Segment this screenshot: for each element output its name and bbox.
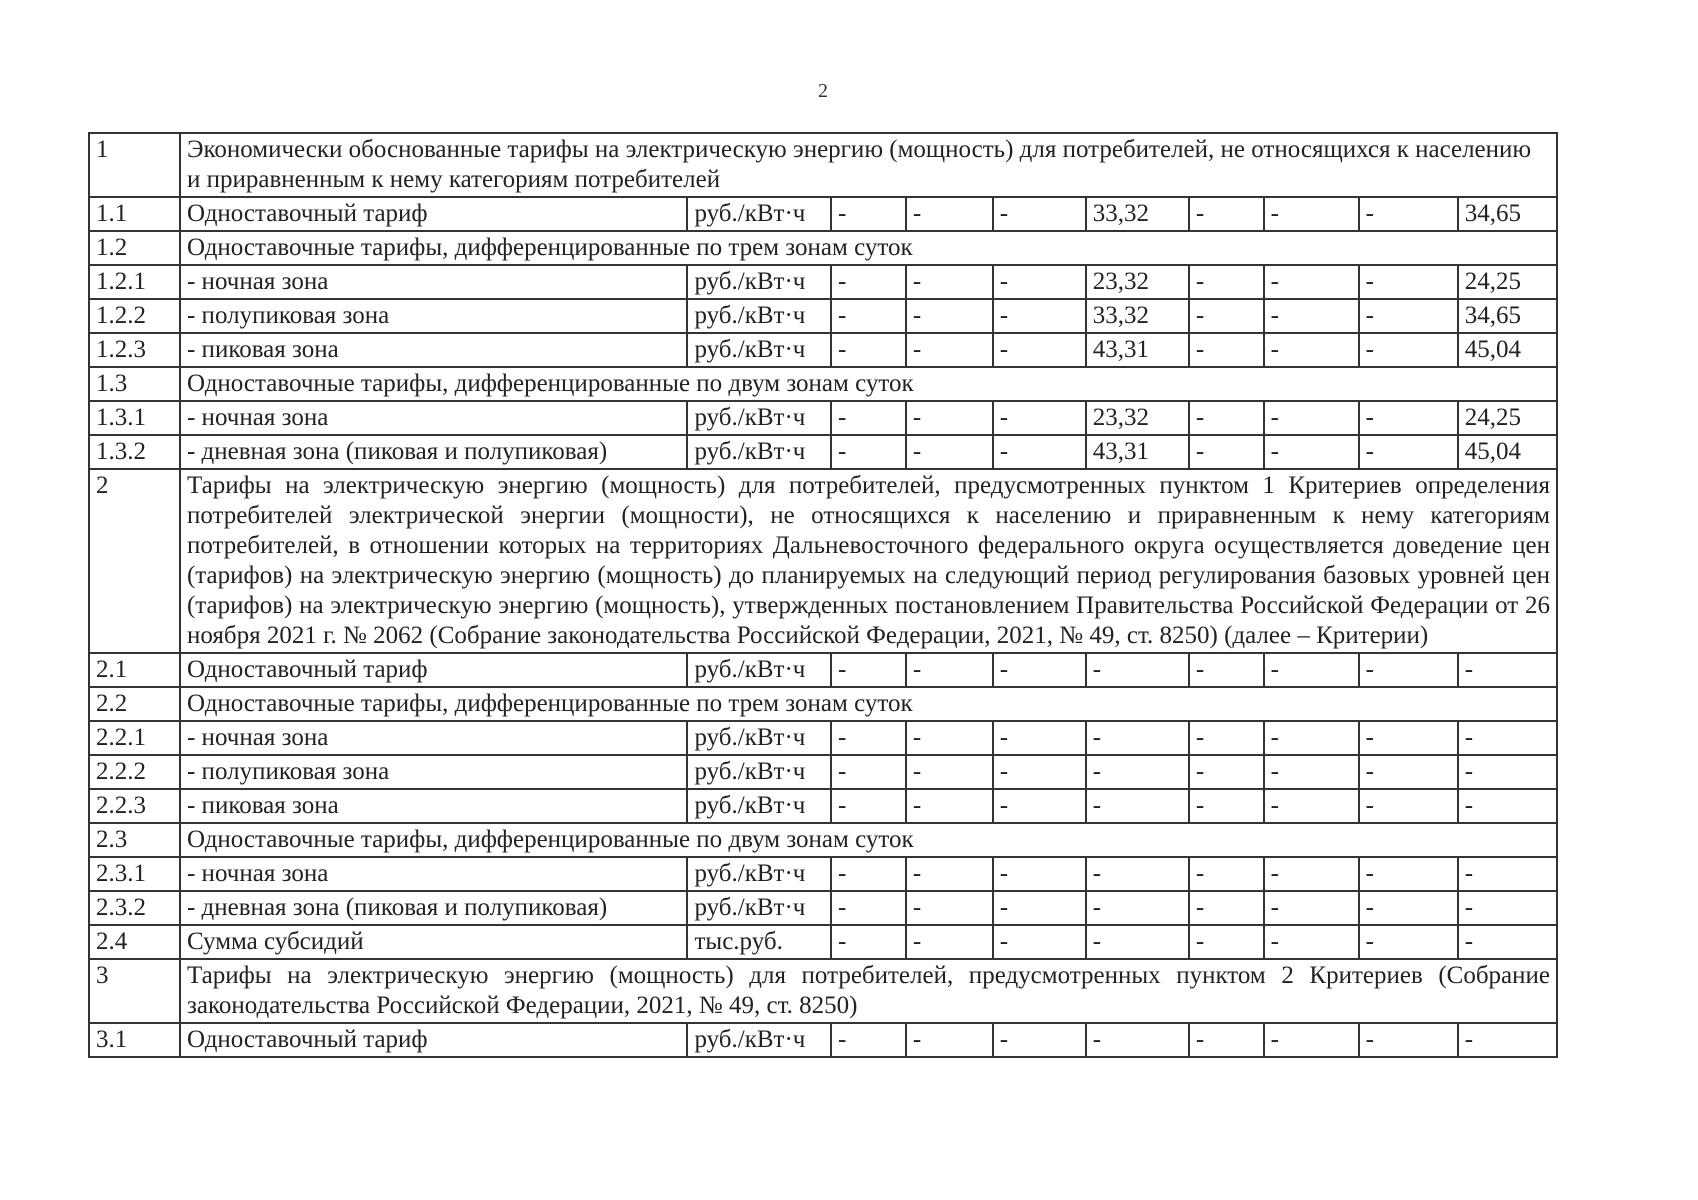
value-cell: - (1359, 299, 1458, 333)
value-cell: 34,65 (1458, 299, 1557, 333)
value-cell: - (906, 653, 993, 687)
value-cell: - (993, 721, 1086, 755)
row-number: 1.2 (89, 231, 180, 265)
row-name: - ночная зона (180, 401, 687, 435)
row-name: - дневная зона (пиковая и полупиковая) (180, 435, 687, 469)
value-cell: - (1189, 789, 1264, 823)
tariff-table (88, 132, 1558, 1058)
value-cell: - (1086, 857, 1189, 891)
value-cell: - (1359, 755, 1458, 789)
value-cell: - (1264, 435, 1359, 469)
value-cell: - (831, 197, 906, 231)
row-name: - пиковая зона (180, 789, 687, 823)
value-cell: - (1189, 333, 1264, 367)
value-cell: - (831, 435, 906, 469)
value-cell: - (1359, 197, 1458, 231)
value-cell: - (831, 333, 906, 367)
value-cell: - (1458, 857, 1557, 891)
row-name: Сумма субсидий (180, 925, 687, 959)
value-cell: - (1189, 891, 1264, 925)
section-row (89, 687, 1557, 721)
row-number: 2.3.1 (89, 857, 180, 891)
value-cell: - (906, 435, 993, 469)
row-name: - ночная зона (180, 857, 687, 891)
value-cell: - (1264, 721, 1359, 755)
value-cell: - (1458, 653, 1557, 687)
unit-cell: руб./кВт·ч (687, 653, 831, 687)
value-cell: - (1359, 265, 1458, 299)
row-number: 1 (89, 133, 180, 197)
row-number: 1.3 (89, 367, 180, 401)
unit-cell: руб./кВт·ч (687, 857, 831, 891)
row-number: 1.2.3 (89, 333, 180, 367)
unit-cell: руб./кВт·ч (687, 755, 831, 789)
row-number: 2.3 (89, 823, 180, 857)
value-cell: - (831, 857, 906, 891)
unit-cell: руб./кВт·ч (687, 1023, 831, 1057)
value-cell: - (1189, 721, 1264, 755)
value-cell: 23,32 (1086, 401, 1189, 435)
value-cell: - (1264, 755, 1359, 789)
value-cell: - (831, 925, 906, 959)
value-cell: 24,25 (1458, 401, 1557, 435)
table-row (89, 891, 1557, 925)
section-row (89, 959, 1557, 1023)
value-cell: - (1189, 265, 1264, 299)
row-name: Одноставочный тариф (180, 1023, 687, 1057)
value-cell: - (906, 401, 993, 435)
section-title: Экономически обоснованные тарифы на электрическую энергию (мощность) для потребителей, не относящихся к населению и приравненным к нему категориям потребителей (180, 133, 1557, 197)
section-row (89, 469, 1557, 653)
value-cell: - (993, 925, 1086, 959)
value-cell: - (993, 653, 1086, 687)
value-cell: - (993, 401, 1086, 435)
section-row (89, 231, 1557, 265)
value-cell: - (906, 299, 993, 333)
value-cell: - (1359, 1023, 1458, 1057)
value-cell: - (1458, 925, 1557, 959)
unit-cell: руб./кВт·ч (687, 197, 831, 231)
row-name: Одноставочный тариф (180, 653, 687, 687)
table-body (89, 133, 1557, 1057)
value-cell: - (1458, 755, 1557, 789)
value-cell: - (1189, 197, 1264, 231)
section-title: Тарифы на электрическую энергию (мощность) для потребителей, предусмотренных пунктом 2 Критериев (Собрание законодательства Российской Федерации, 2021, № 49, ст. 8250) (180, 959, 1557, 1023)
row-name: - ночная зона (180, 265, 687, 299)
value-cell: - (1264, 333, 1359, 367)
value-cell: - (993, 435, 1086, 469)
table-row (89, 333, 1557, 367)
value-cell: - (993, 1023, 1086, 1057)
value-cell: - (906, 857, 993, 891)
value-cell: - (831, 755, 906, 789)
value-cell: - (906, 333, 993, 367)
value-cell: - (1458, 721, 1557, 755)
unit-cell: руб./кВт·ч (687, 401, 831, 435)
value-cell: - (1264, 265, 1359, 299)
value-cell: 34,65 (1458, 197, 1557, 231)
row-name: - ночная зона (180, 721, 687, 755)
row-name: - полупиковая зона (180, 755, 687, 789)
value-cell: - (906, 1023, 993, 1057)
row-number: 2 (89, 469, 180, 653)
value-cell: - (1359, 891, 1458, 925)
value-cell: - (1359, 721, 1458, 755)
unit-cell: руб./кВт·ч (687, 435, 831, 469)
unit-cell: руб./кВт·ч (687, 333, 831, 367)
value-cell: - (831, 721, 906, 755)
value-cell: - (1086, 891, 1189, 925)
table-row (89, 721, 1557, 755)
value-cell: 43,31 (1086, 435, 1189, 469)
table-row (89, 197, 1557, 231)
value-cell: - (993, 265, 1086, 299)
table-row (89, 299, 1557, 333)
table-row (89, 265, 1557, 299)
value-cell: - (831, 891, 906, 925)
row-number: 2.2.2 (89, 755, 180, 789)
value-cell: - (1359, 925, 1458, 959)
table-row (89, 755, 1557, 789)
section-row (89, 367, 1557, 401)
value-cell: - (1264, 197, 1359, 231)
value-cell: 45,04 (1458, 435, 1557, 469)
row-number: 2.2.3 (89, 789, 180, 823)
section-title: Тарифы на электрическую энергию (мощность) для потребителей, предусмотренных пунктом 1 Критериев определения потребителей электрической энергии (мощности), не относящихся к населению и приравненным к нему категориям потребителей, в отношении которых на территориях Дальневосточного федерального округа осуществляется доведение цен (тарифов) на электрическую энергию (мощность) до планируемых на следующий период регулирования базовых уровней цен (тарифов) на электрическую энергию (мощность), утвержденных постановлением Правительства Российской Федерации от 26 ноября 2021 г. № 2062 (Собрание законодательства Российской Федерации, 2021, № 49, ст. 8250) (далее – Критерии) (180, 469, 1557, 653)
value-cell: - (993, 333, 1086, 367)
value-cell: - (1189, 1023, 1264, 1057)
row-number: 2.4 (89, 925, 180, 959)
value-cell: - (1359, 857, 1458, 891)
value-cell: - (1189, 653, 1264, 687)
value-cell: - (1086, 925, 1189, 959)
value-cell: - (1359, 653, 1458, 687)
unit-cell: руб./кВт·ч (687, 721, 831, 755)
row-number: 2.3.2 (89, 891, 180, 925)
value-cell: - (1264, 789, 1359, 823)
value-cell: - (1359, 333, 1458, 367)
table-row (89, 925, 1557, 959)
value-cell: - (1264, 401, 1359, 435)
row-number: 1.1 (89, 197, 180, 231)
value-cell: - (1264, 299, 1359, 333)
row-number: 1.3.2 (89, 435, 180, 469)
unit-cell: руб./кВт·ч (687, 299, 831, 333)
value-cell: - (1086, 789, 1189, 823)
row-name: - дневная зона (пиковая и полупиковая) (180, 891, 687, 925)
value-cell: - (1189, 299, 1264, 333)
unit-cell: тыс.руб. (687, 925, 831, 959)
row-number: 1.2.1 (89, 265, 180, 299)
value-cell: - (1189, 857, 1264, 891)
value-cell: - (1264, 925, 1359, 959)
value-cell: - (831, 401, 906, 435)
section-row (89, 823, 1557, 857)
value-cell: - (906, 925, 993, 959)
value-cell: 24,25 (1458, 265, 1557, 299)
row-number: 1.3.1 (89, 401, 180, 435)
page-number: 2 (818, 80, 828, 102)
value-cell: - (906, 197, 993, 231)
value-cell: - (906, 789, 993, 823)
table-row (89, 1023, 1557, 1057)
value-cell: - (831, 265, 906, 299)
row-number: 1.2.2 (89, 299, 180, 333)
row-number: 3 (89, 959, 180, 1023)
value-cell: - (906, 265, 993, 299)
table-row (89, 789, 1557, 823)
value-cell: - (1264, 891, 1359, 925)
value-cell: 23,32 (1086, 265, 1189, 299)
table-row (89, 857, 1557, 891)
value-cell: - (1458, 891, 1557, 925)
section-title: Одноставочные тарифы, дифференцированные по трем зонам суток (180, 687, 1557, 721)
value-cell: - (1359, 435, 1458, 469)
table-row (89, 435, 1557, 469)
value-cell: - (1458, 789, 1557, 823)
value-cell: - (993, 755, 1086, 789)
unit-cell: руб./кВт·ч (687, 789, 831, 823)
value-cell: - (1189, 755, 1264, 789)
value-cell: - (1189, 435, 1264, 469)
value-cell: - (993, 857, 1086, 891)
row-number: 3.1 (89, 1023, 180, 1057)
unit-cell: руб./кВт·ч (687, 265, 831, 299)
value-cell: - (1086, 653, 1189, 687)
value-cell: - (1264, 653, 1359, 687)
section-title: Одноставочные тарифы, дифференцированные по трем зонам суток (180, 231, 1557, 265)
row-name: - полупиковая зона (180, 299, 687, 333)
value-cell: 33,32 (1086, 197, 1189, 231)
row-number: 2.2 (89, 687, 180, 721)
value-cell: - (1189, 925, 1264, 959)
value-cell: - (1264, 1023, 1359, 1057)
section-title: Одноставочные тарифы, дифференцированные по двум зонам суток (180, 823, 1557, 857)
table-row (89, 401, 1557, 435)
value-cell: - (831, 299, 906, 333)
value-cell: - (1458, 1023, 1557, 1057)
row-number: 2.1 (89, 653, 180, 687)
value-cell: - (1086, 755, 1189, 789)
value-cell: - (993, 789, 1086, 823)
unit-cell: руб./кВт·ч (687, 891, 831, 925)
value-cell: - (906, 891, 993, 925)
value-cell: - (906, 755, 993, 789)
value-cell: - (1359, 789, 1458, 823)
row-number: 2.2.1 (89, 721, 180, 755)
value-cell: - (1086, 721, 1189, 755)
value-cell: - (993, 197, 1086, 231)
value-cell: - (1264, 857, 1359, 891)
value-cell: - (831, 789, 906, 823)
value-cell: 45,04 (1458, 333, 1557, 367)
table-row (89, 653, 1557, 687)
value-cell: - (993, 299, 1086, 333)
value-cell: 43,31 (1086, 333, 1189, 367)
value-cell: - (993, 891, 1086, 925)
value-cell: - (831, 1023, 906, 1057)
section-row (89, 133, 1557, 197)
value-cell: - (1086, 1023, 1189, 1057)
value-cell: - (1189, 401, 1264, 435)
row-name: - пиковая зона (180, 333, 687, 367)
section-title: Одноставочные тарифы, дифференцированные по двум зонам суток (180, 367, 1557, 401)
value-cell: - (906, 721, 993, 755)
value-cell: - (1359, 401, 1458, 435)
value-cell: 33,32 (1086, 299, 1189, 333)
value-cell: - (831, 653, 906, 687)
row-name: Одноставочный тариф (180, 197, 687, 231)
